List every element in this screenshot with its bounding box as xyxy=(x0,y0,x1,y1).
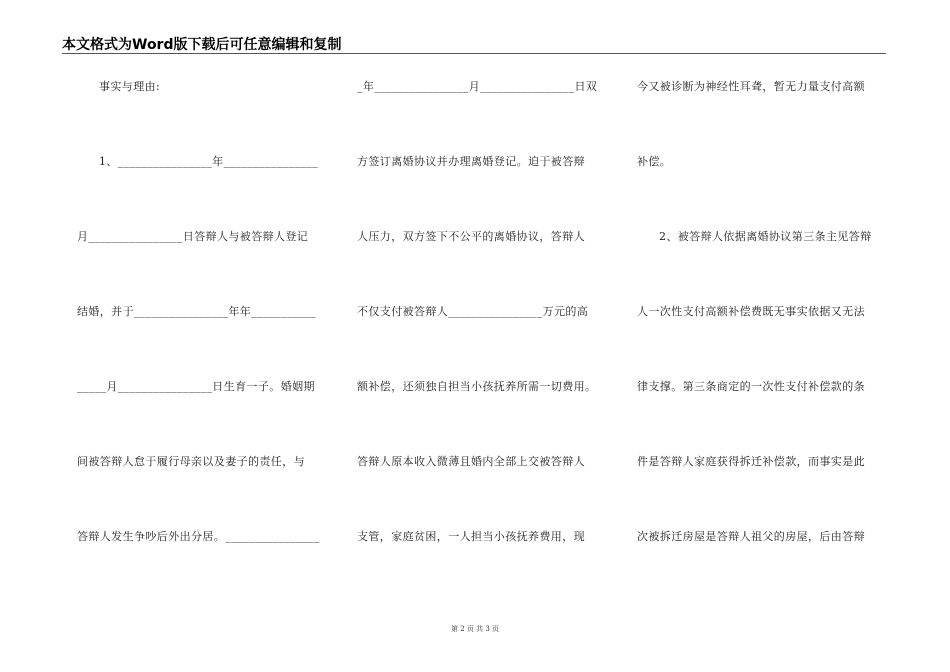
text-line: 2、被答辩人依据离婚协议第三条主见答辩 xyxy=(659,230,872,243)
text-line: 答辩人发生争吵后外出分居。________________ xyxy=(77,530,320,543)
text-line: 事实与理由: xyxy=(99,80,161,93)
text-line: 律支撑。第三条商定的一次性支付补偿款的条 xyxy=(637,380,865,393)
header-divider xyxy=(62,53,886,54)
text-line: 间被答辩人怠于履行母亲以及妻子的责任，与 xyxy=(77,455,305,468)
text-line: 补偿。 xyxy=(637,155,672,168)
text-line: 次被拆迁房屋是答辩人祖父的房屋，后由答辩 xyxy=(637,530,865,543)
text-line: 今又被诊断为神经性耳聋，暂无力量支付高额 xyxy=(637,80,865,93)
text-line: _____月________________日生育一子。婚姻期 xyxy=(77,380,315,393)
document-header-title: 本文格式为Word版下载后可任意编辑和复制 xyxy=(62,37,342,53)
text-line: 1、________________年________________ xyxy=(99,155,318,168)
text-line: 不仅支付被答辩人________________万元的高 xyxy=(357,305,589,318)
text-line: 答辩人原本收入微薄且婚内全部上交被答辩人 xyxy=(357,455,585,468)
text-line: 结婚，并于________________年年___________ xyxy=(77,305,317,318)
text-line: 支管，家庭贫困，一人担当小孩抚养费用，现 xyxy=(357,530,585,543)
text-line: _年________________月________________日双 xyxy=(357,80,598,93)
page-number-footer: 第 2 页 共 3 页 xyxy=(450,625,500,633)
text-line: 月________________日答辩人与被答辩人登记 xyxy=(77,230,309,243)
text-line: 人一次性支付高额补偿费既无事实依据又无法 xyxy=(637,305,865,318)
text-line: 额补偿，还须独自担当小孩抚养所需一切费用。 xyxy=(357,380,597,393)
text-line: 人压力，双方签下不公平的离婚协议，答辩人 xyxy=(357,230,585,243)
text-line: 件是答辩人家庭获得拆迁补偿款，而事实是此 xyxy=(637,455,865,468)
text-line: 方签订离婚协议并办理离婚登记。迫于被答辩 xyxy=(357,155,585,168)
